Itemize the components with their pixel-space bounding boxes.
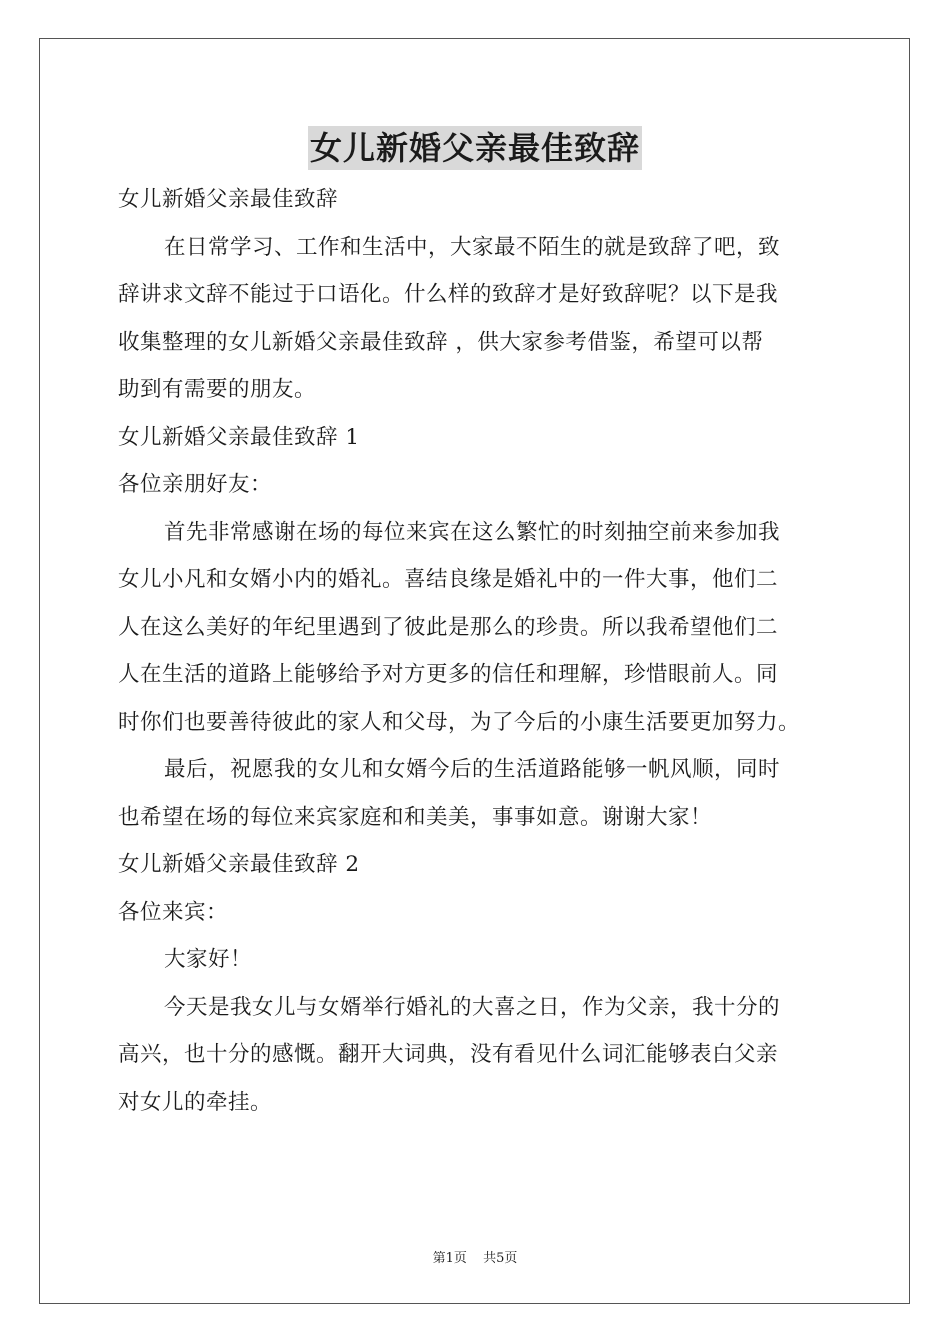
paragraph-line: 辞讲求文辞不能过于口语化。什么样的致辞才是好致辞呢？以下是我: [118, 282, 779, 307]
paragraph-line: 女儿小凡和女婿小内的婚礼。喜结良缘是婚礼中的一件大事，他们二: [118, 567, 779, 592]
paragraph-line: 最后，祝愿我的女儿和女婿今后的生活道路能够一帆风顺，同时: [164, 757, 781, 782]
paragraph-line: 人在生活的道路上能够给予对方更多的信任和理解，珍惜眼前人。同: [118, 662, 779, 687]
section-heading-1: 女儿新婚父亲最佳致辞 1: [118, 424, 360, 450]
paragraph-line: 高兴，也十分的感慨。翻开大词典，没有看见什么词汇能够表白父亲: [118, 1042, 779, 1067]
salutation-line: 各位亲朋好友：: [118, 472, 273, 497]
subtitle-line: 女儿新婚父亲最佳致辞: [118, 187, 339, 212]
title-container: [0, 126, 950, 170]
paragraph-line: 时你们也要善待彼此的家人和父母，为了今后的小康生活要更加努力。: [118, 709, 801, 735]
paragraph-line: 人在这么美好的年纪里遇到了彼此是那么的珍贵。所以我希望他们二: [118, 614, 779, 640]
greeting-line: 大家好！: [164, 947, 253, 972]
document-title: 女儿新婚父亲最佳致辞: [308, 126, 642, 170]
paragraph-line: 也希望在场的每位来宾家庭和和美美，事事如意。谢谢大家！: [118, 804, 713, 830]
paragraph-line: 对女儿的牵挂。: [118, 1089, 273, 1115]
paragraph-line: 收集整理的女儿新婚父亲最佳致辞 ，供大家参考借鉴，希望可以帮: [118, 329, 764, 355]
paragraph-line: 首先非常感谢在场的每位来宾在这么繁忙的时刻抽空前来参加我: [164, 519, 781, 545]
section-heading-2: 女儿新婚父亲最佳致辞 2: [118, 852, 360, 877]
page-total: 共5页: [483, 1251, 518, 1266]
paragraph-line: 今天是我女儿与女婿举行婚礼的大喜之日，作为父亲，我十分的: [164, 994, 781, 1020]
page-footer: [0, 1247, 950, 1266]
salutation-line: 各位来宾：: [118, 899, 229, 925]
paragraph-line: 助到有需要的朋友。: [118, 377, 317, 402]
document-body: [118, 176, 836, 1126]
page-current: 第1页: [432, 1251, 467, 1266]
paragraph-line: 在日常学习、工作和生活中，大家最不陌生的就是致辞了吧，致: [164, 234, 781, 260]
